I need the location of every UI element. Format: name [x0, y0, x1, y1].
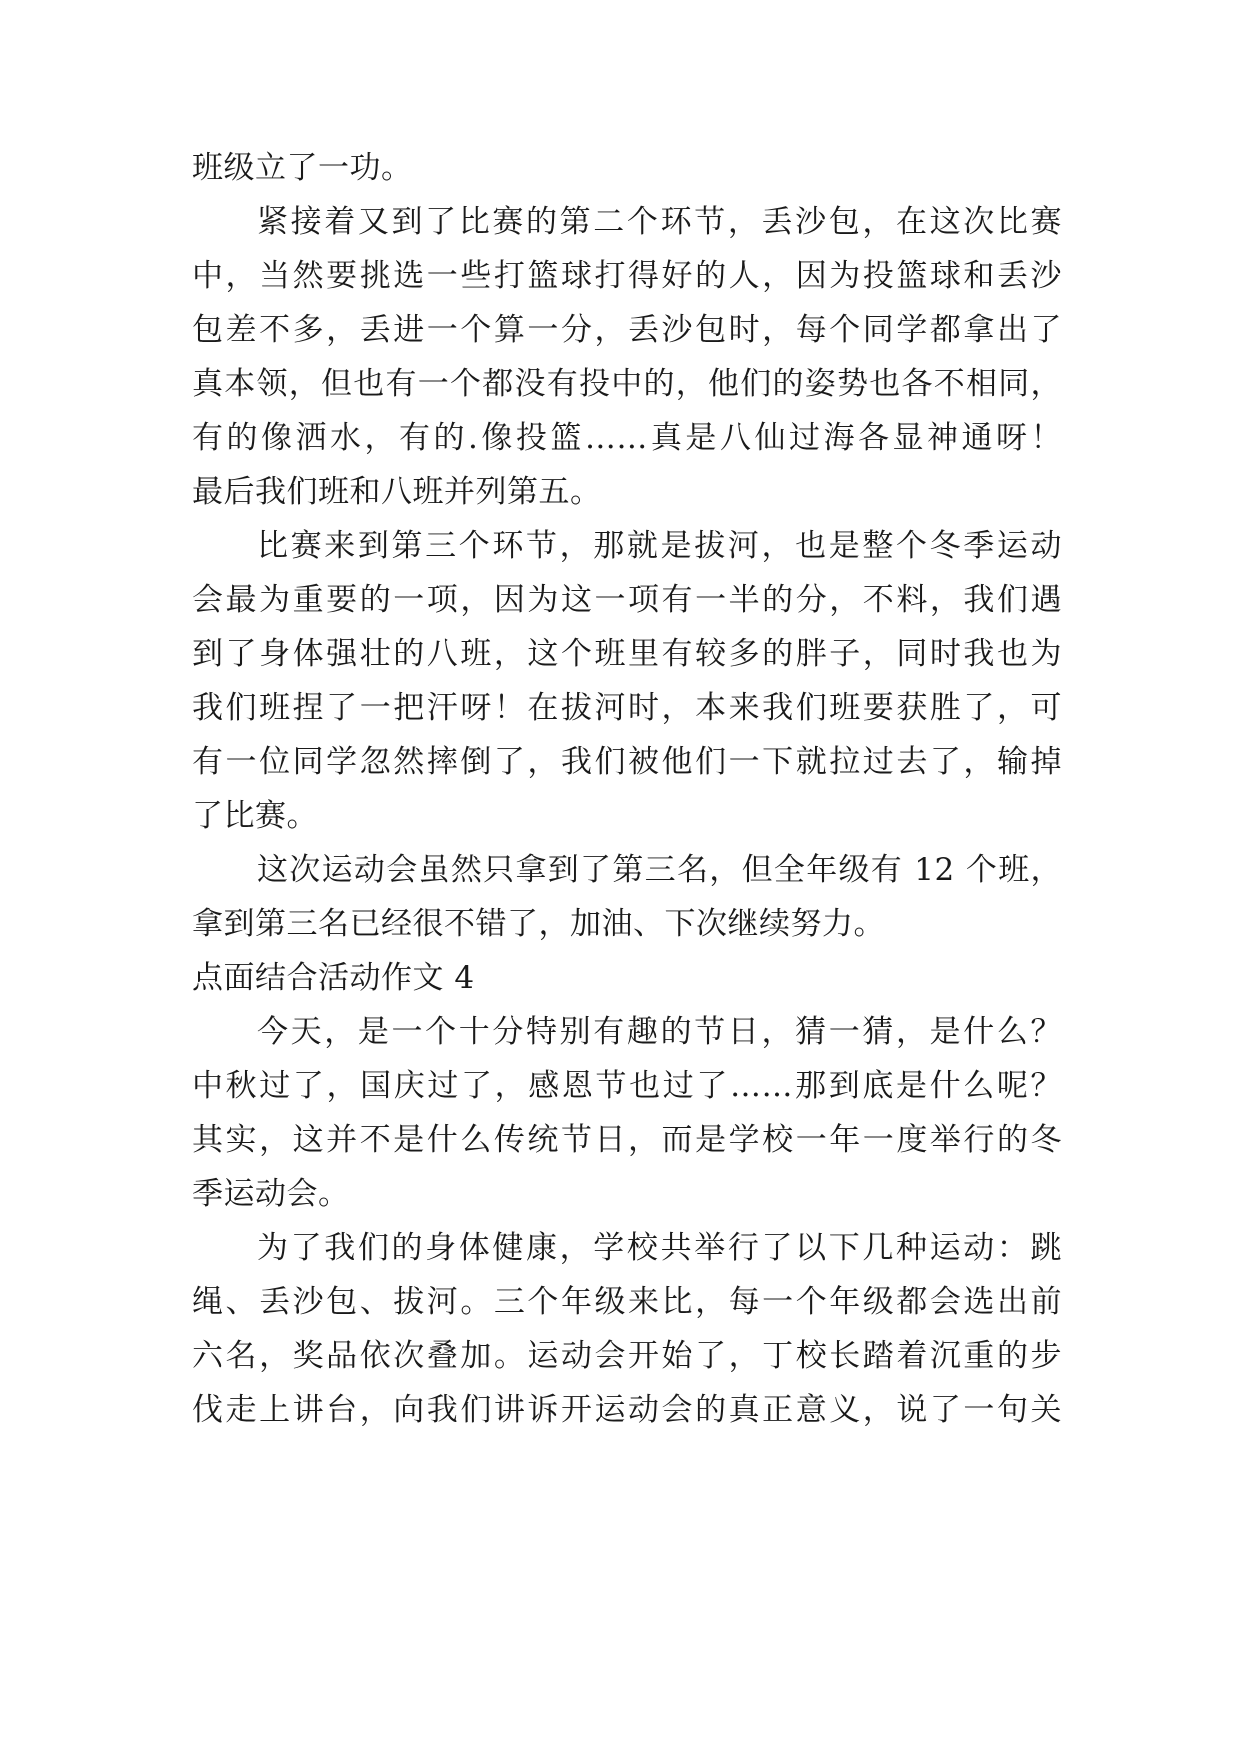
text-line: 班级立了一功。 [192, 150, 413, 186]
text-line: 有一位同学忽然摔倒了，我们被他们一下就拉过去了，输掉 [192, 744, 1062, 780]
text-line: 绳、丢沙包、拔河。三个年级来比，每一个年级都会选出前 [192, 1284, 1062, 1320]
text-line: 季运动会。 [192, 1176, 350, 1212]
text-line: 六名，奖品依次叠加。运动会开始了，丁校长踏着沉重的步 [192, 1338, 1062, 1374]
text-line: 会最为重要的一项，因为这一项有一半的分，不料，我们遇 [192, 582, 1062, 618]
text-line: 拿到第三名已经很不错了，加油、下次继续努力。 [192, 906, 885, 942]
text-line: 中，当然要挑选一些打篮球打得好的人，因为投篮球和丢沙 [192, 258, 1062, 294]
text-line: 最后我们班和八班并列第五。 [192, 474, 602, 510]
text-line: 今天，是一个十分特别有趣的节日，猜一猜，是什么？ [257, 1014, 1062, 1050]
text-line: 包差不多，丢进一个算一分，丢沙包时，每个同学都拿出了 [192, 312, 1062, 348]
text-line: 这次运动会虽然只拿到了第三名，但全年级有 12 个班， [257, 852, 1062, 888]
text-line: 紧接着又到了比赛的第二个环节，丢沙包，在这次比赛 [257, 204, 1062, 240]
text-line: 我们班捏了一把汗呀！在拔河时，本来我们班要获胜了，可 [192, 690, 1062, 726]
text-line: 伐走上讲台，向我们讲诉开运动会的真正意义，说了一句关 [192, 1392, 1062, 1428]
text-line: 为了我们的身体健康，学校共举行了以下几种运动：跳 [257, 1230, 1062, 1266]
text-line: 中秋过了，国庆过了，感恩节也过了……那到底是什么呢？ [192, 1068, 1062, 1104]
section-heading: 点面结合活动作文 4 [192, 960, 475, 996]
text-line: 了比赛。 [192, 798, 318, 834]
text-line: 比赛来到第三个环节，那就是拔河，也是整个冬季运动 [257, 528, 1062, 564]
text-line: 其实，这并不是什么传统节日，而是学校一年一度举行的冬 [192, 1122, 1062, 1158]
text-line: 真本领，但也有一个都没有投中的，他们的姿势也各不相同， [192, 366, 1062, 402]
text-line: 到了身体强壮的八班，这个班里有较多的胖子，同时我也为 [192, 636, 1062, 672]
text-line: 有的像洒水，有的.像投篮……真是八仙过海各显神通呀！ [192, 420, 1062, 456]
